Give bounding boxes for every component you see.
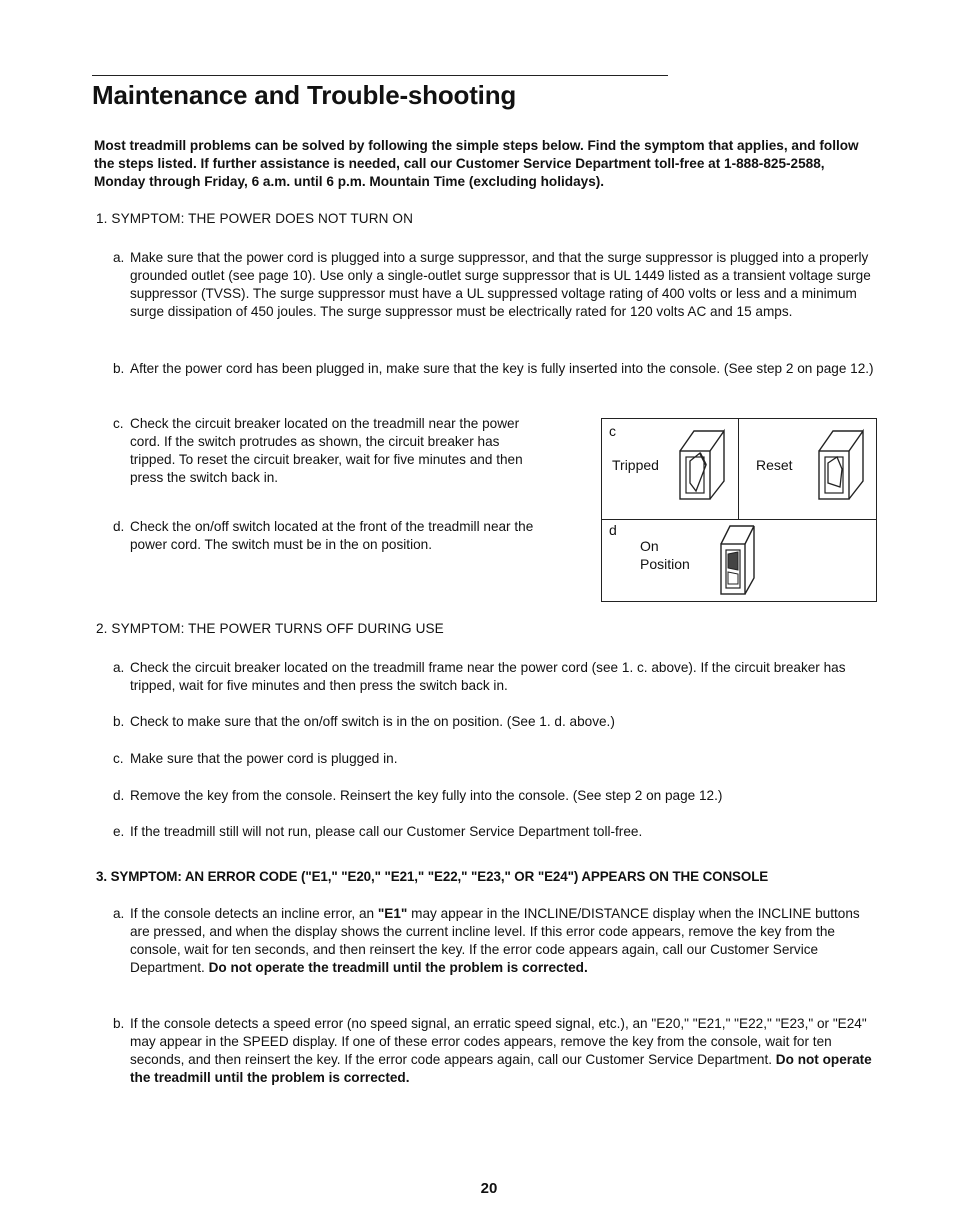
header-rule <box>92 75 668 76</box>
figure-letter-c: c <box>609 423 616 439</box>
warning-text: Do not operate the treadmill until the problem is corrected. <box>130 1052 872 1085</box>
item-label: b. <box>113 714 125 729</box>
page-title: Maintenance and Trouble-shooting <box>92 80 517 110</box>
error-code-e1: "E1" <box>377 906 408 921</box>
item-text: Make sure that the power cord is plugged in. <box>130 751 398 766</box>
warning-text: Do not operate the treadmill until the problem is corrected. <box>208 960 588 975</box>
on-off-switch-icon <box>718 522 758 598</box>
figure-cell-reset <box>739 419 876 519</box>
figure-cell-on-position <box>602 519 876 602</box>
item-text: After the power cord has been plugged in, make sure that the key is fully inserted into the console. (See step 2 on page 12.) <box>130 361 874 376</box>
item-label: b. <box>113 1016 125 1031</box>
figure-cell-tripped <box>602 419 739 519</box>
item-label: a. <box>113 250 125 265</box>
item-text-part: If the console detects an incline error, an <box>130 906 378 921</box>
section3-heading: 3. SYMPTOM: AN ERROR CODE ("E1," "E20," "E21," "E22," "E23," OR "E24") APPEARS ON THE CONSOLE <box>96 869 769 884</box>
item-label: a. <box>113 906 125 921</box>
tripped-label: Tripped <box>612 457 659 473</box>
intro-paragraph: Most treadmill problems can be solved by following the simple steps below. Find the symptom that applies, and follow the steps listed. If further assistance is needed, call our Customer Service Department toll-free at 1-888-825-2588, Monday through Friday, 6 a.m. until 6 p.m. Mountain Time (excluding holidays). <box>94 138 859 189</box>
circuit-breaker-figure <box>601 418 877 602</box>
item-text: Remove the key from the console. Reinsert the key fully into the console. (See step 2 on page 12.) <box>130 788 723 803</box>
item-text <box>130 1015 875 1087</box>
item-text: Check the on/off switch located at the front of the treadmill near the power cord. The switch must be in the on position. <box>130 519 534 552</box>
item-text: Check the circuit breaker located on the treadmill near the power cord. If the switch protrudes as shown, the circuit breaker has tripped. To reset the circuit breaker, wait for five minutes and then press the switch back in. <box>130 416 523 485</box>
item-label: c. <box>113 751 124 766</box>
item-text: If the treadmill still will not run, please call our Customer Service Department toll-free. <box>130 824 643 839</box>
position-label: Position <box>640 556 690 572</box>
item-label: a. <box>113 660 125 675</box>
item-label: e. <box>113 824 125 839</box>
section1-heading: 1. SYMPTOM: THE POWER DOES NOT TURN ON <box>96 211 413 226</box>
item-text: Check the circuit breaker located on the treadmill frame near the power cord (see 1. c. above). If the circuit breaker has tripped, wait for five minutes and then press the switch back in. <box>130 660 846 693</box>
item-label: b. <box>113 361 125 376</box>
item-label: c. <box>113 416 124 431</box>
tripped-switch-icon <box>676 425 728 503</box>
section2-heading: 2. SYMPTOM: THE POWER TURNS OFF DURING USE <box>96 621 444 636</box>
item-text-part: If the console detects a speed error (no speed signal, an erratic speed signal, etc.), an "E20," "E21," "E22," "E23," or "E24" may appear in the SPEED display. If one of these error codes appears, remove the key from the console, wait for ten seconds, and then reinsert the key. If the error code appears again, call our Customer Service Department. <box>130 1016 867 1067</box>
item-text <box>130 905 875 977</box>
item-text: Check to make sure that the on/off switch is in the on position. (See 1. d. above.) <box>130 714 615 729</box>
item-text: Make sure that the power cord is plugged into a surge suppressor, and that the surge suppressor is plugged into a properly grounded outlet (see page 10). Use only a single-outlet surge suppressor that is UL 1449 listed as a transient voltage surge suppressor (TVSS). The surge suppressor must have a UL suppressed voltage rating of 400 volts or less and a minimum surge dissipation of 450 joules. The surge suppressor must be electrically rated for 120 volts AC and 15 amps. <box>130 250 871 319</box>
item-label: d. <box>113 788 125 803</box>
reset-label: Reset <box>756 457 793 473</box>
figure-letter-d: d <box>609 522 617 538</box>
item-text-part: may appear in the INCLINE/DISTANCE display when the INCLINE buttons are pressed, and when the display shows the current incline level. If this error code appears, remove the key from the console, wait for ten seconds, and then reinsert the key. If the error code appears again, call our Customer Service Department. <box>130 906 860 975</box>
page-number: 20 <box>480 1180 498 1197</box>
reset-switch-icon <box>815 425 867 503</box>
on-label: On <box>640 538 659 554</box>
item-label: d. <box>113 519 125 534</box>
